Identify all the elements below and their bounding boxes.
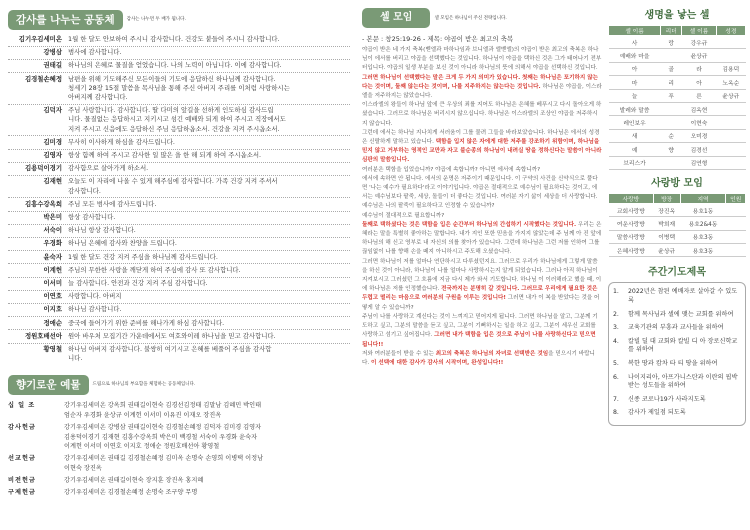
row-divider: [8, 343, 350, 344]
thanks-name: 김재현: [43, 177, 62, 186]
cells-row: [609, 143, 746, 156]
thanks-text: [68, 151, 350, 160]
cells-row: [609, 116, 746, 129]
offering-names-line: 강기우김세미온 권태길이현숙 장지훈 장진옥 홍지혜: [64, 477, 204, 485]
cells-header-cell: 리더: [661, 26, 682, 36]
thanks-list: [8, 35, 350, 363]
thanks-text: [68, 164, 350, 173]
thanks-text-line: 아버지께 감사합니다.: [68, 93, 128, 102]
prayer-item: [613, 288, 741, 305]
thanks-name: 윤숙자: [43, 252, 62, 261]
row-divider: [8, 59, 350, 60]
cells-cell: 라: [682, 62, 716, 75]
cells-cell: 새: [609, 129, 661, 142]
sarang-cell: 장진옥: [653, 203, 680, 216]
sarang-cell: [726, 244, 746, 257]
cells-cell: 랑: [661, 36, 682, 49]
thanks-name: 이서미: [43, 279, 62, 288]
thanks-text-line: 범사에 감사합니다.: [68, 48, 122, 57]
sarang-header-cell: 인원: [726, 193, 746, 203]
row-divider: [8, 46, 350, 47]
thanks-text-line: 중국에 들어가기 위한 준비를 해나가게 하심 감사합니다.: [68, 318, 225, 327]
sermon-emphasis: 전국까지는 분명히 갈 것입니다. 그러므로 우리에게 필요한 것은 두렵고 떨리는 마음으로 여러분의 구원을 이루는 것입니다!: [362, 286, 598, 302]
thanks-row: [8, 253, 350, 262]
sarang-cell: 용호2&4동: [680, 217, 726, 230]
sarang-cell: 용호1동: [680, 203, 726, 216]
sermon-paragraph: [362, 212, 602, 221]
prayer-title: 주간기도제목: [648, 267, 706, 279]
offering-names-line: 김용덕이경기 김재현 김흥수강옥희 박은미 백경철 서숙이 우경화 윤숙자: [64, 433, 258, 441]
cells-title: 생명을 낳는 셀: [644, 10, 710, 21]
prayer-number: 6.: [613, 373, 619, 381]
thanks-name: 김덕자: [43, 106, 62, 115]
thanks-row: [8, 48, 350, 57]
row-divider: [8, 316, 350, 317]
thanks-text-line: 원아 바우처 모집기간 가운데에서도 여호와이레 하나님을 믿고 감사합니다.: [68, 331, 276, 340]
cells-table: [608, 25, 746, 170]
prayer-text: 칼빌 딜 대 교회와 칼빌 디 아 장로신학교를 위하여: [628, 337, 738, 354]
thanks-text-line: 항상 감사합니다.: [68, 213, 116, 222]
row-divider: [8, 149, 350, 150]
left-column: [8, 0, 350, 530]
sarang-cell: 용호3동: [680, 230, 726, 243]
sermon-title: 셀 모임: [362, 8, 430, 28]
prayer-number: 2.: [613, 310, 619, 318]
offering-names-line: 엄순자 우경화 윤상규 이계헌 이서미 이유진 이재오 장진옥: [64, 412, 222, 420]
sermon-text: 저와 여러분들이 받을 수 있는: [362, 350, 436, 357]
prayer-text: 나이지리아, 아프가니스탄과 이란의 핍박받는 성도들을 위하여: [628, 373, 738, 390]
thanks-text: [68, 177, 350, 195]
cells-row: [609, 89, 746, 102]
sarang-row: [609, 244, 746, 257]
thanks-name: 이연호: [43, 292, 62, 301]
cells-cell: 오미경: [682, 129, 716, 142]
offering-subtitle: 드림으로 하나님의 부요함을 체험하는 공동체입니다.: [92, 381, 196, 387]
prayer-item: [613, 324, 741, 333]
sermon-paragraph: [362, 166, 602, 175]
thanks-text: [68, 239, 350, 248]
prayer-text: 감사가 제일점 되도록: [628, 409, 686, 417]
thanks-row: [8, 200, 350, 209]
thanks-header: [8, 8, 350, 30]
thanks-text-line: 1월 한 달도 안보하여 주시니 감사합니다. 건강도 붙들어 주시니 감사합니다.: [68, 35, 280, 43]
thanks-text-line: 무사히 이사하게 하심을 감사드립니다.: [68, 137, 175, 146]
thanks-name: 김용덕이경기: [24, 164, 62, 173]
sermon-paragraph: [362, 46, 602, 101]
offering-title: 향기로운 예물: [8, 375, 89, 395]
sarang-cell: 이병택: [653, 230, 680, 243]
offering-names-line: 강기우김세미온 강병삼 권태길이현숙 김경철손혜정 김덕자 김미경 김영자: [64, 424, 262, 432]
thanks-row: [8, 138, 350, 147]
cells-cell: 예: [609, 143, 661, 156]
cells-cell: [716, 36, 745, 49]
offering-names: [64, 454, 350, 473]
sermon-emphasis: 그러면 내가 택함을 입은 것으로 주님이 나를 사랑하신다고 믿으면 됩니다!!: [362, 332, 596, 348]
thanks-row: [8, 213, 350, 222]
thanks-text: [68, 61, 350, 70]
thanks-name: 권태길: [43, 61, 62, 70]
cells-cell: 마: [609, 76, 661, 89]
prayer-item: [613, 338, 741, 355]
thanks-name: 정원호배선아: [24, 331, 62, 340]
sermon-emphasis: 택함을 입지 않은 자에게 대한 저주를 강조하기 위함이며, 하나님을 믿지 않고 거부하는 영적인 교만과 자고 불순종의 하나님이 내려실 땅을 정하신다는 말씀이 아니라 심판의 말씀입니다.: [362, 139, 602, 164]
cells-cell: 향: [661, 143, 682, 156]
thanks-row: [8, 164, 350, 173]
thanks-text-line: 오늘도 이 자리에 나올 수 있게 해주심에 감사합니다. 가족 건강 지켜 주셔서: [68, 177, 278, 186]
sermon-paragraph: [362, 258, 602, 313]
row-divider: [8, 104, 350, 105]
thanks-text-line: 감사합니다.: [68, 186, 101, 195]
cells-cell: 김경선: [682, 143, 716, 156]
thanks-row: [8, 61, 350, 70]
row-divider: [8, 263, 350, 264]
thanks-name: 박은미: [43, 213, 62, 222]
cells-cell: 순: [661, 129, 682, 142]
prayer-text: 2022년은 참된 예배자로 살아갈 수 있도록: [628, 288, 738, 305]
offering-names: [64, 423, 350, 452]
thanks-row: [8, 226, 350, 235]
thanks-name: 이지호: [43, 305, 62, 314]
thanks-text: [68, 213, 350, 222]
thanks-row: [8, 35, 350, 44]
cells-cell: [661, 102, 682, 115]
cells-cell: 아: [609, 62, 661, 75]
thanks-text: [68, 332, 350, 341]
sermon-text: 예수님이 절대적으로 필요합니까?: [362, 212, 445, 219]
row-divider: [8, 277, 350, 278]
thanks-name: 김흥수강옥희: [24, 199, 62, 208]
cells-row: [609, 36, 746, 49]
offering-row: [8, 454, 350, 473]
sermon-text: 여러분은 택함을 입었습니까? 야곱에 속합니까? 아니면 에서에 속합니까?: [362, 166, 541, 173]
prayer-number: 3.: [613, 324, 619, 332]
offering-list: [8, 401, 350, 497]
thanks-row: [8, 279, 350, 288]
sermon-paragraph: [362, 101, 602, 129]
thanks-text: [68, 35, 350, 44]
prayer-number: 1.: [613, 288, 619, 296]
cells-cell: 노옥순: [716, 76, 745, 89]
sermon-text: 야곱이 받은 네 가지 축복(벧엘과 마하나임과 브니엘과 엘벧엘)의 야곱이 받은 최고의 축복은 하나님이 에서를 버리고 야곱을 선택했다는 것입니다. 하나님이 야곱을 택하신 것은 그가 태어나기 전부터입니다. 야곱의 일생 부분을 보신 것이 아니라 하나님의 뜻에 의해서 야곱을 선택하신 것입니다.: [362, 47, 602, 72]
sarang-table: [608, 193, 746, 258]
sermon-text: 에서에 속하면 안 됩니다. 에서의 운명은 저주이기 때문입니다. 이 구약의 사건을 신약식으로 풀다면 '나는 예수가 필요하다'라고 이야기입니다. 야곱은 절대적으로 예수님이 필요하다는 것이고, 에서는 예수님보다 팥죽, 세상, 돌들이 더 좋다는 것입니다. 여러분 자기 삶이 세상을 더 사랑합니다. 예수님은 나의 팥죽이 필요하다고 인정할 수 있습니까?: [362, 175, 598, 210]
cells-row: [609, 62, 746, 75]
cells-cell: 브리스가: [609, 156, 661, 169]
sarang-cell: 여운사랑방: [609, 217, 654, 230]
prayer-text: 신종 코로나19가 사라지도록: [628, 395, 706, 403]
offering-label: 선교헌금: [8, 455, 36, 463]
cells-header-cell: 셀 이름: [682, 26, 716, 36]
cells-cell: 른: [682, 89, 716, 102]
cells-row: [609, 129, 746, 142]
thanks-name: 우경화: [43, 239, 62, 248]
thanks-text: [68, 253, 350, 262]
row-divider: [8, 303, 350, 304]
thanks-text-line: 하나님 항상 감사합니다.: [68, 226, 136, 235]
sarang-cell: 용호3동: [680, 244, 726, 257]
prayer-item: [613, 396, 741, 405]
thanks-title: 감사를 나누는 공동체: [8, 10, 123, 30]
sarang-row: [609, 203, 746, 216]
sarang-cell: 말씀사랑방: [609, 230, 654, 243]
cells-cell: 김연형: [682, 156, 716, 169]
sermon-emphasis: 첫째는 하나님은 포기하지 않는다는 것이며, 둘째 않는다는 것이며, 나를 지주하지는 않는다는 것입니다.: [362, 74, 599, 90]
cells-header-cell: 성경: [716, 26, 745, 36]
thanks-text-line: 사랑합니다. 아버지: [68, 292, 122, 301]
sermon-paragraph: [362, 129, 602, 166]
sarang-header-cell: 지역: [680, 193, 726, 203]
sermon-paragraph: [362, 350, 602, 368]
right-column: [608, 0, 746, 530]
row-divider: [8, 72, 350, 73]
thanks-text: [68, 292, 350, 301]
row-divider: [8, 329, 350, 330]
thanks-name: 서숙이: [43, 226, 62, 235]
thanks-text-line: 항상 함께 하여 주시고 감사한 일 많은 을 한 해 되게 하여 주시옵소서.: [68, 151, 262, 160]
thanks-row: [8, 305, 350, 314]
thanks-row: [8, 151, 350, 160]
sarang-title: 사랑방 모임: [651, 177, 703, 189]
thanks-row: [8, 292, 350, 301]
prayer-number: 7.: [613, 395, 619, 403]
thanks-name: 정애순: [43, 318, 62, 327]
prayer-number: 5.: [613, 360, 619, 368]
thanks-text: [68, 75, 350, 103]
offering-label: 감사헌금: [8, 424, 36, 432]
offering-row: [8, 476, 350, 486]
middle-column: [362, 0, 602, 530]
sermon-text: 그런데 에서는 하나님 지나치게 서러움이 그를 물려 그들을 바라보았습니다. 하나님은 에서의 성경은 신랄하게 말하고 있습니다.: [362, 129, 600, 146]
thanks-text: [68, 226, 350, 235]
cells-cell: 리: [661, 76, 682, 89]
offering-row: [8, 488, 350, 498]
prayer-text: 교육기관의 부흥과 교사들을 위하여: [628, 324, 724, 332]
sermon-emphasis: 이 선택에 대한 감사가 감사의 시작이며, 완성입니다!!: [370, 359, 504, 366]
cells-cell: [716, 116, 745, 129]
sermon-meta: - 본문 : 창25:19-26 - 제목: 야곱이 받은 최고의 축복: [362, 35, 514, 43]
thanks-text-line: 니다.: [68, 354, 83, 363]
cells-cell: [716, 102, 745, 115]
cells-cell: 강우규: [682, 36, 716, 49]
cells-row: [609, 102, 746, 115]
cells-cell: 예배와 마을: [609, 49, 661, 62]
prayer-item: [613, 374, 741, 391]
sarang-cell: [726, 203, 746, 216]
sarang-cell: 박희재: [653, 217, 680, 230]
thanks-text-line: 늘 감사합니다. 안전과 건강 지켜 주심 감사합니다.: [68, 279, 208, 288]
thanks-text: [68, 319, 350, 328]
row-divider: [8, 197, 350, 198]
prayer-item: [613, 360, 741, 369]
prayer-list: [608, 282, 746, 426]
thanks-text: [68, 305, 350, 314]
prayer-number: 4.: [613, 337, 619, 345]
thanks-text: [68, 345, 350, 363]
thanks-row: [8, 106, 350, 134]
thanks-name: 이계헌: [43, 265, 62, 274]
cells-cell: 발레와 말씀: [609, 102, 661, 115]
sermon-body: [362, 46, 602, 368]
sarang-cell: [726, 230, 746, 243]
cells-cell: 푸: [661, 89, 682, 102]
prayer-number: 8.: [613, 409, 619, 417]
sarang-row: [609, 217, 746, 230]
cells-cell: 아: [682, 76, 716, 89]
cells-row: [609, 49, 746, 62]
thanks-text: [68, 106, 350, 134]
sermon-text: 이스라엘의 왕들이 하나님 앞에 큰 우상의 죄를 지어도 하나님은 은혜를 베푸시고 다시 돌아오게 하셨습니다. 그러므로 하나님은 버리시지 않으십니다. 하나님은 이스라엘의 조상인 야곱을 저주하시지 않습니다.: [362, 102, 602, 127]
row-divider: [8, 135, 350, 136]
row-divider: [8, 211, 350, 212]
cells-cell: 김용덕: [716, 62, 745, 75]
thanks-row: [8, 266, 350, 275]
cells-cell: 사: [609, 36, 661, 49]
thanks-name: 김미경: [43, 137, 62, 146]
offering-names-line: 이계헌 이서미 이연호 이지호 정애순 정원호배선아 황영철: [64, 443, 220, 451]
thanks-row: [8, 345, 350, 363]
offering-row: [8, 423, 350, 452]
thanks-text-line: 하나님의 은혜로 물질을 얻었습니다. 나의 노력이 아닙니다. 이에 감사합니다.: [68, 61, 282, 70]
cells-row: [609, 76, 746, 89]
offering-names: [64, 488, 350, 498]
prayer-item: [613, 311, 741, 320]
sermon-text: 우리는 은혜라는 말을 특별히 좋아하는 말합니다. 내가 지인 또한 믿음을 가지지 않았는데 주 님께 아 진 앞에 하나님의 해 신고 영부로 내 자신의 의를 찾아가 있습니다. 그런데 하나님은 그런 저를 인하여 그를 끊임없이 나를 향해 손을 떼지 아니하시고 주도해 오셨습니다.: [362, 221, 602, 256]
cells-header-cell: 셀 이름: [609, 26, 661, 36]
row-divider: [8, 250, 350, 251]
offering-names-line: 이현숙 장진옥: [64, 465, 102, 473]
sermon-paragraph: [362, 175, 602, 212]
row-divider: [8, 237, 350, 238]
sermon-text: 그러면 하나님이 저를 얼마나 연단하시고 다루셨던지요. 그러므로 우리가 하나님에게 그렇게 말씀을 하신 것이 아니라, 하나님이 나를 얼마나 사랑하시는지 알게 되었습니다. 그러나 아직 하나님이 지켜보시고 그러셨던 그 흐름에 지금 다시 제가 와서 기도합니다. 하나님 이 이러해라고 했을 때, 이에 하나님은 저를 인정했습니다.: [362, 258, 602, 293]
sermon-paragraph: [362, 221, 602, 258]
prayer-text: 복한 땅과 캄차 타 티 땅을 위하여: [628, 360, 718, 368]
cells-row: [609, 156, 746, 169]
offering-label: 십 일 조: [8, 402, 36, 410]
offering-row: [8, 401, 350, 420]
sermon-text: 주님이 나를 사랑하고 계신다는 것이 느껴지고 믿어지게 됩니다. 그러면 하나님을 알고, 그분께 기도하고 싶고, 그분의 말씀을 듣고 싶고, 그분이 기뻐하시는 일을 하고 싶고, 그분이 세우신 교회를 사랑하고 섬기고 싶어집니다.: [362, 313, 598, 339]
sermon-emphasis: 최고의 축복은 하나님의 자녀로 선택받은 것임: [435, 350, 549, 357]
thanks-text: [68, 266, 350, 275]
thanks-name: 김기우김세미온: [18, 35, 62, 43]
thanks-row: [8, 239, 350, 248]
thanks-text: [68, 279, 350, 288]
thanks-text-line: 주님 모든 범사에 감사드립니다.: [68, 199, 157, 208]
cells-cell: [661, 116, 682, 129]
cells-cell: 늘: [609, 89, 661, 102]
thanks-text-line: 하나님 감사합니다.: [68, 305, 122, 314]
sarang-row: [609, 230, 746, 243]
offering-label: 구제헌금: [8, 489, 36, 497]
thanks-text-line: 지켜 주시고 신음에도 응답하신 주님 응답하옵소서. 건강을 지켜 주시옵소서.: [68, 124, 280, 133]
offering-names-line: 강기우김세미온 김경철손혜정 손명숙 조구양 무명: [64, 489, 198, 497]
offering-header: [8, 373, 350, 395]
thanks-name: 황영철: [43, 345, 62, 354]
row-divider: [8, 224, 350, 225]
thanks-name: 강병삼: [43, 48, 62, 57]
offering-names-line: 강기우김세미온 강옥희 권태길이현숙 김경선김정태 김말남 김혜민 박인태: [64, 402, 262, 410]
thanks-row: [8, 75, 350, 103]
cells-cell: [661, 156, 682, 169]
sermon-text: 을 믿으시기 바랍니다.: [362, 350, 595, 366]
cells-cell: 이현숙: [682, 116, 716, 129]
cells-cell: 윤상규: [716, 89, 745, 102]
thanks-text-line: 감사함으로 살아가게 하소서.: [68, 164, 149, 173]
cells-cell: 골: [661, 62, 682, 75]
cells-cell: [716, 156, 745, 169]
sarang-header-cell: 방장: [653, 193, 680, 203]
sermon-paragraph: [362, 313, 602, 350]
thanks-text-line: 1월 한 달도 건강 지켜 주심을 하나님께 감사드립니다.: [68, 252, 218, 261]
sermon-subtitle: 셀 모임은 하나님이 주신 전략입니다.: [434, 16, 507, 21]
thanks-name: 김영자: [43, 151, 62, 160]
sermon-emphasis: 그러면 하나님이 선택했다는 말은 크게 두 가지 의미가 있습니다.: [362, 74, 521, 81]
sarang-cell: 윤상규: [653, 244, 680, 257]
row-divider: [8, 162, 350, 163]
row-divider: [8, 290, 350, 291]
offering-label: 비전헌금: [8, 477, 36, 485]
thanks-text-line: 니다. 물질없는 응답하시고 지키시고 섬긴 예배와 되게 하여 주시고 직장에서도: [68, 115, 286, 124]
thanks-name: 김경철손혜정: [24, 74, 62, 83]
thanks-text-line: 남편을 위해 기도해주신 모든이들의 기도에 응답하신 하나님께 감사합니다.: [68, 74, 276, 83]
sarang-cell: [726, 217, 746, 230]
cells-cell: [716, 143, 745, 156]
thanks-text-line: 주님의 무한한 사랑을 깨닫게 하여 주심에 감사 또 감사합니다.: [68, 265, 241, 274]
thanks-text: [68, 138, 350, 147]
offering-names: [64, 401, 350, 420]
cells-cell: 레인보우: [609, 116, 661, 129]
prayer-item: [613, 409, 741, 418]
offering-names: [64, 476, 350, 486]
cells-cell: [716, 129, 745, 142]
thanks-row: [8, 319, 350, 328]
thanks-text: [68, 200, 350, 209]
sarang-header-cell: 사랑방: [609, 193, 654, 203]
thanks-row: [8, 177, 350, 195]
thanks-text-line: 주님 사랑합니다. 감사합니다. 딸 다미의 앞길을 선하게 인도하심 감사드립: [68, 106, 274, 115]
thanks-text: [68, 48, 350, 57]
thanks-text-line: 하나님 아버지 감사합니다. 불쌍히 여기시고 은혜를 베풀어 주심을 감사합: [68, 345, 272, 354]
cells-cell: [661, 49, 682, 62]
prayer-text: 함께 목사님과 셀에 맺는 교회를 위하여: [628, 310, 734, 318]
sarang-cell: 은혜사랑방: [609, 244, 654, 257]
thanks-text-line: 하나님 은혜에 감사와 찬양을 드립니다.: [68, 239, 177, 248]
thanks-text-line: 청세기 28장 15절 말씀을 목사님을 통해 주신 아버지 주리를 이처럼 사랑하시는: [68, 83, 290, 92]
sermon-header: [362, 8, 602, 28]
row-divider: [8, 175, 350, 176]
offering-names-line: 강기우김세미온 권태길 김경철손혜정 김미옥 손명숙 손영희 이병택 이정남: [64, 455, 264, 463]
sermon-text: 그러면 내가 이 복을 받았다는 것을 어떻게 알 수 있습니까?: [362, 295, 600, 311]
cells-cell: 윤상규: [682, 49, 716, 62]
cells-cell: 김옥현: [682, 102, 716, 115]
thanks-row: [8, 332, 350, 341]
thanks-subtitle: 감사는 나누면 두 배가 됩니다.: [126, 16, 186, 22]
sarang-cell: 교회사랑방: [609, 203, 654, 216]
cells-cell: [716, 49, 745, 62]
sermon-emphasis: 둘째로 택하셨다는 것은 택함을 입은 순간부터 하나님의 간섭하기 시작했다는 것입니다.: [362, 221, 577, 228]
sermon-text: 하나님은 야곱을, 이스라엘을 저주하지는 않았습니다.: [362, 83, 602, 100]
